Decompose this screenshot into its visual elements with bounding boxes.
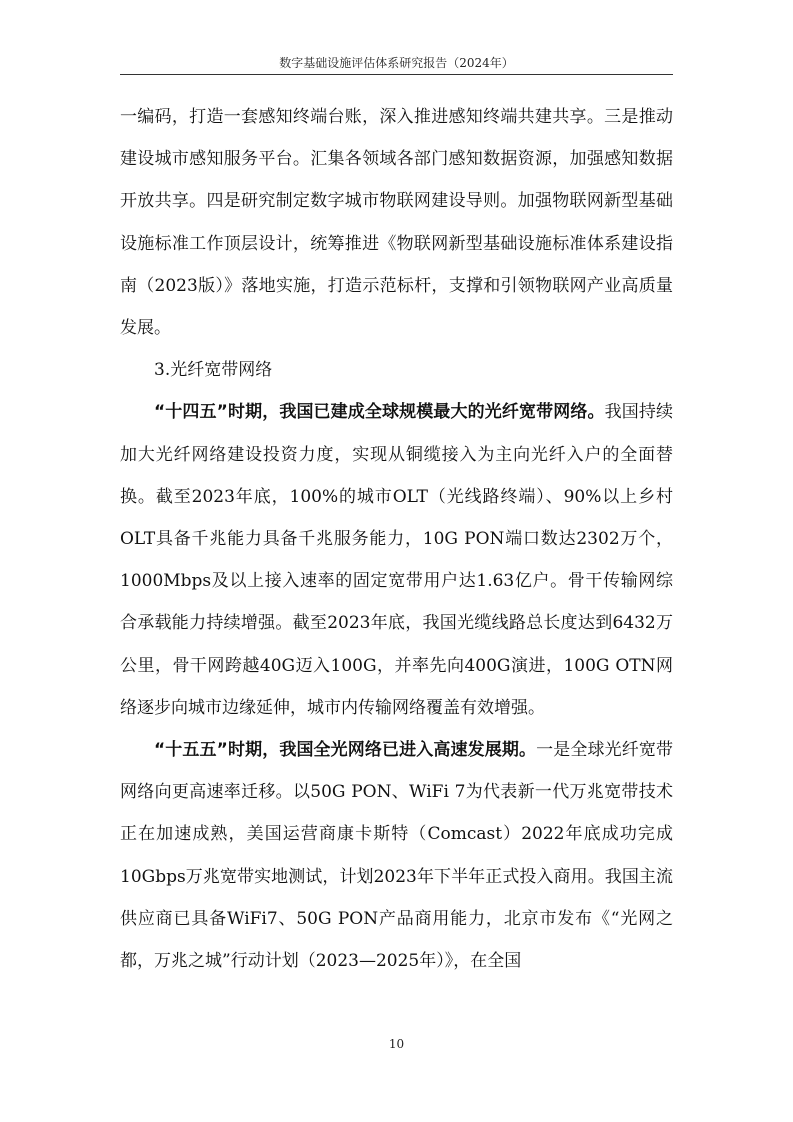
paragraph-text: 我国持续加大光纤网络建设投资力度，实现从铜缆接入为主向光纤入户的全面替换。截至2023年底，100%的城市OLT（光线路终端）、90%以上乡村OLT具备千兆能力具备千兆服务能力，10G PON端口数达2302万个，1000Mbps及以上接入速率的固定宽带用户达1.63亿户。骨干传输网综合承载能力持续增强。截至2023年底，我国光缆线路总长度达到6432万公里，骨干网跨越40G迈入100G，并率先向400G演进，100G OTN网络逐步向城市边缘延伸，城市内传输网络覆盖有效增强。 [120, 402, 673, 718]
paragraph-lead: “十四五”时期，我国已建成全球规模最大的光纤宽带网络。 [154, 402, 605, 423]
paragraph-lead: “十五五”时期，我国全光网络已进入高速发展期。 [154, 740, 537, 761]
paragraph-text: 一编码，打造一套感知终端台账，深入推进感知终端共建共享。三是推动建设城市感知服务平台。汇集各领域各部门感知数据资源，加强感知数据开放共享。四是研究制定数字城市物联网建设导则。加强物联网新型基础设施标准工作顶层设计，统筹推进《物联网新型基础设施标准体系建设指南（2023版）》落地实施，打造示范标杆，支撑和引领物联网产业高质量发展。 [120, 107, 673, 339]
paragraph-fifteenth-plan [120, 729, 673, 982]
section-heading [120, 349, 673, 391]
page-number: 10 [388, 1037, 405, 1051]
running-header: 数字基础设施评估体系研究报告（2024年） [120, 52, 673, 75]
paragraph-fourteenth-plan [120, 391, 673, 729]
paragraph-text: 一是全球光纤宽带网络向更高速率迁移。以50G PON、WiFi 7为代表新一代万兆宽带技术正在加速成熟，美国运营商康卡斯特（Comcast）2022年底成功完成10Gbps万兆宽带实地测试，计划2023年下半年正式投入商用。我国主流供应商已具备WiFi7、50G PON产品商用能力，北京市发布《“光网之都，万兆之城”行动计划（2023—2025年）》，在全国 [120, 740, 673, 972]
body-text [120, 96, 673, 982]
section-heading-text: 3.光纤宽带网络 [154, 360, 273, 381]
paragraph-continuation [120, 96, 673, 349]
